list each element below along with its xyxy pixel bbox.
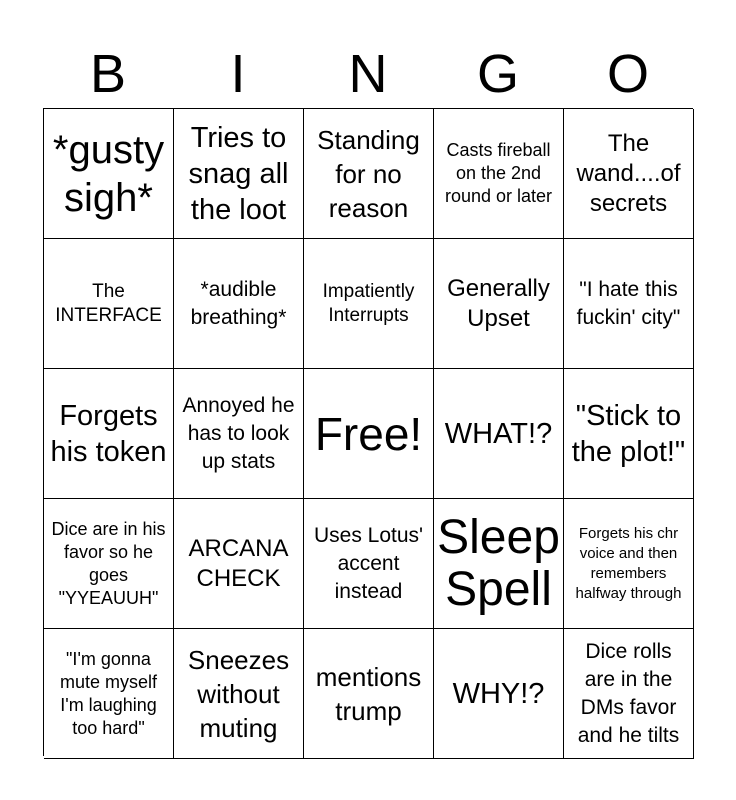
bingo-cell[interactable] <box>44 109 174 239</box>
cell-text: Impatiently Interrupts <box>322 280 415 326</box>
cell-text: Uses Lotus' accent instead <box>313 523 424 603</box>
free-space-text: Free! <box>314 407 423 460</box>
cell-text: Dice are in his favor so he goes "YYEAUUH" <box>51 518 166 608</box>
bingo-cell[interactable] <box>434 629 564 759</box>
bingo-cell[interactable] <box>564 109 694 239</box>
cell-text: The wand....of secrets <box>576 129 681 217</box>
bingo-cell[interactable] <box>564 499 694 629</box>
cell-text: *audible breathing* <box>190 277 287 329</box>
cell-text: ARCANA CHECK <box>188 534 289 592</box>
cell-text: The INTERFACE <box>55 280 162 326</box>
header-letter-g: G <box>476 44 519 104</box>
bingo-cell[interactable] <box>434 109 564 239</box>
header-letter-b: B <box>89 44 127 104</box>
bingo-cell[interactable] <box>174 629 304 759</box>
cell-text: Forgets his chr voice and then remembers halfway through <box>575 524 682 602</box>
bingo-cell[interactable] <box>174 499 304 629</box>
cell-text: *gusty sigh* <box>52 127 165 220</box>
header-letter-o: O <box>606 44 649 104</box>
header-letter-n: N <box>348 44 388 104</box>
bingo-cell[interactable] <box>434 239 564 369</box>
bingo-cell[interactable] <box>174 109 304 239</box>
bingo-header <box>43 40 693 108</box>
cell-text: Generally Upset <box>447 274 550 332</box>
bingo-cell[interactable] <box>304 109 434 239</box>
bingo-cell[interactable] <box>434 369 564 499</box>
bingo-cell[interactable] <box>44 369 174 499</box>
cell-text: mentions trump <box>315 661 422 726</box>
cell-text: Dice rolls are in the DMs favor and he tilts <box>577 639 680 747</box>
cell-text: Tries to snag all the loot <box>188 121 289 226</box>
bingo-cell[interactable] <box>174 239 304 369</box>
bingo-cell[interactable] <box>304 499 434 629</box>
bingo-cell[interactable] <box>304 239 434 369</box>
cell-text: Sneezes without muting <box>187 644 290 743</box>
bingo-cell[interactable] <box>434 499 564 629</box>
cell-text: WHY!? <box>452 677 545 710</box>
bingo-cell[interactable] <box>44 629 174 759</box>
cell-text: "I hate this fuckin' city" <box>576 277 681 329</box>
bingo-cell[interactable] <box>304 629 434 759</box>
free-space-cell[interactable] <box>304 369 434 499</box>
cell-text: Forgets his token <box>50 399 167 468</box>
cell-text: "Stick to the plot!" <box>571 399 686 468</box>
header-letter-i: I <box>230 44 246 104</box>
cell-text: Standing for no reason <box>317 124 420 223</box>
cell-text: WHAT!? <box>444 417 553 450</box>
bingo-grid <box>43 108 693 756</box>
bingo-cell[interactable] <box>564 239 694 369</box>
bingo-cell[interactable] <box>44 239 174 369</box>
cell-text: Annoyed he has to look up stats <box>182 393 295 473</box>
bingo-cell[interactable] <box>174 369 304 499</box>
cell-text: "I'm gonna mute myself I'm laughing too hard" <box>59 648 158 738</box>
cell-text: Sleep Spell <box>437 510 560 616</box>
bingo-cell[interactable] <box>44 499 174 629</box>
bingo-cell[interactable] <box>564 629 694 759</box>
cell-text: Casts fireball on the 2nd round or later <box>444 140 553 206</box>
bingo-cell[interactable] <box>564 369 694 499</box>
